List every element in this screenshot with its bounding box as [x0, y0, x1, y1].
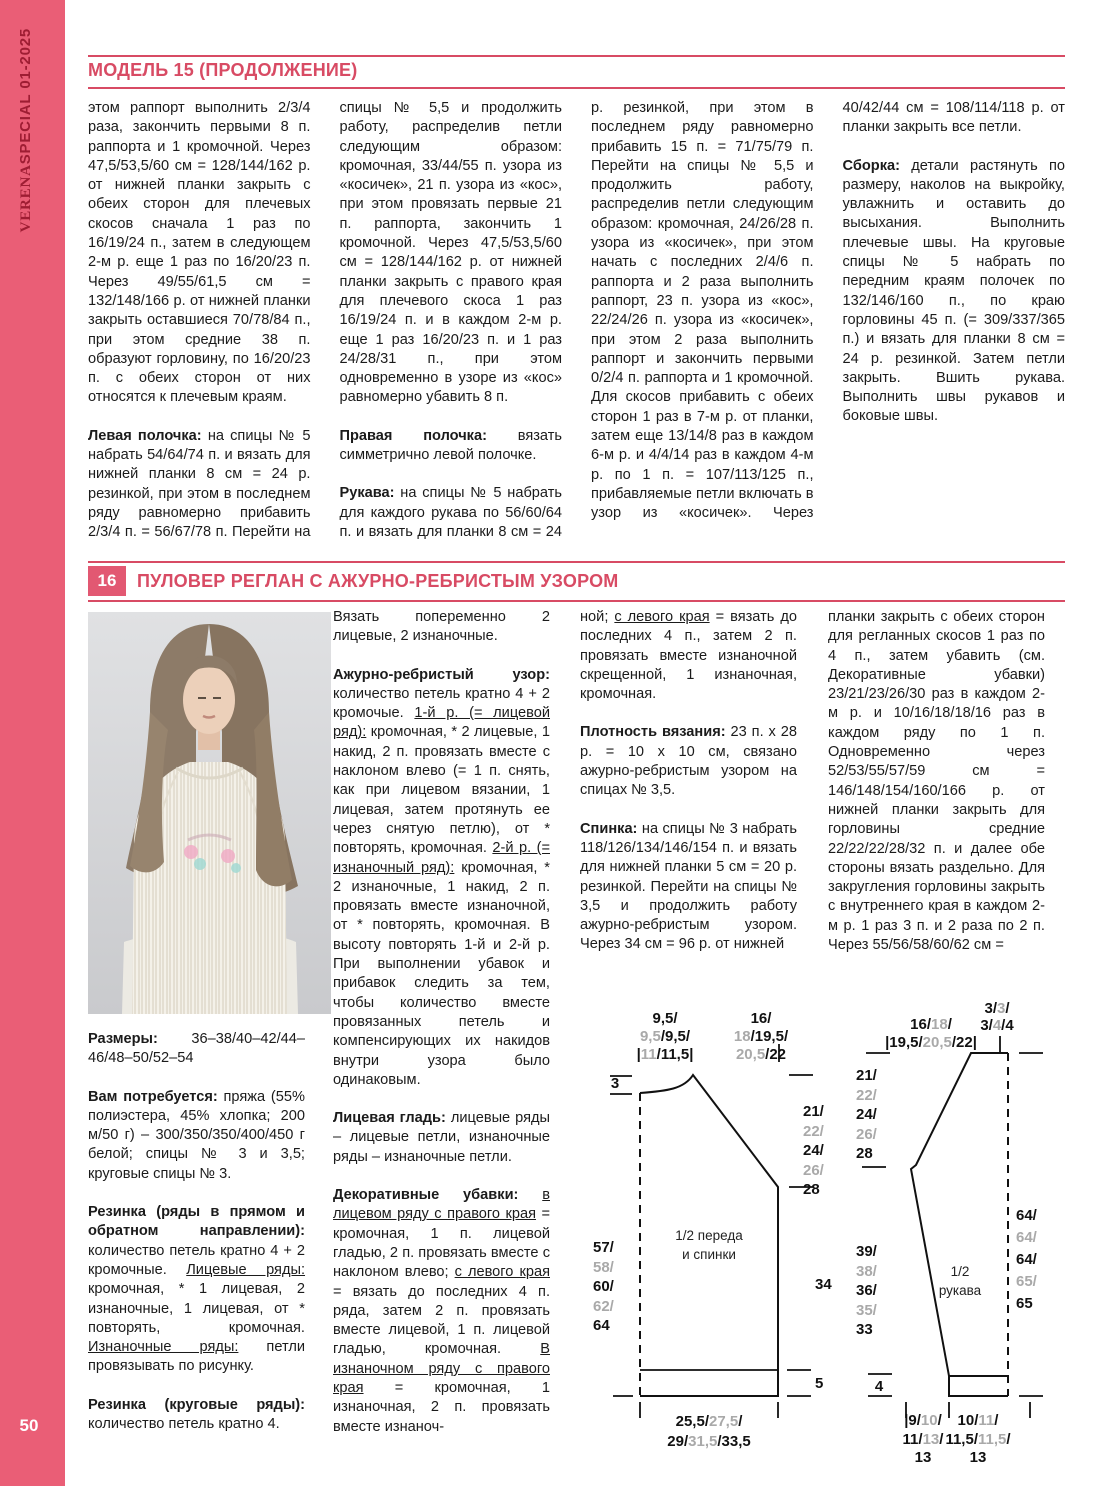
model-photo-illustration	[88, 612, 331, 1014]
sleeve-total-height-label: 64/ 64/ 64/ 65/ 65	[1016, 1207, 1037, 1312]
model16-col4: планки закрыть с обеих сторон для регланных скосов 1 раз по 4 п., затем убавить (см. Декоративные убавки) 23/21/23/26/30 раз в каждом 2-м р. и 10/16/18/18/16 раз в каждом ряду по 1 п. Одновременно через 52/53/55/57/59 см = 146/148/154/160/166 р. от нижней планки закрыть для горловины средние 22/22/22/28/32 п. и далее обе стороны вязать раздельно. Для закругления горловины закрыть с внутреннего края в каждом 2-м р. 1 раз 3 п. и 2 раза по 2 п. Через 55/56/58/60/62 см =	[828, 609, 1045, 954]
body-neck-rise-label: 3	[610, 1075, 620, 1092]
sleeve-raglan-height-label: 21/ 22/ 24/ 26/ 28	[856, 1067, 877, 1162]
body-side-height-label: 34	[815, 1276, 832, 1293]
brand-verena: VERENA	[18, 164, 34, 233]
sidebar-band	[0, 0, 65, 1486]
rule-under-model15-title	[88, 87, 1065, 89]
model16-number-badge: 16	[88, 566, 126, 596]
body-raglan-height-label: 21/ 22/ 24/ 26/ 28	[803, 1103, 824, 1198]
sleeve-cuff-width-label: 10/11/ 11,5/11,5/ 13	[945, 1412, 1011, 1466]
sleeve-top-width-label: 3/3/ 3/4/4	[980, 1000, 1014, 1034]
model16-col3: ной; с левого края = вязать до последних 4 п., затем 2 п. провязать вместе изнаночной скрещенной, 1 изнаночная, кромочная. Плотность вязания: 23 п. x 28 р. = 10 x 10 см, связано ажурно-ребристым узором на спицах № 3,5. Спинка: на спицы № 3 набрать 118/126/134/146/154 п. и вязать для нижней планки 5 см = 20 р. резинкой. Перейти на спицы № 3,5 и продолжить работу ажурно-ребристым узором. Через 34 см = 96 р. от нижней	[580, 609, 797, 953]
body-total-height-label: 57/ 58/ 60/ 62/ 64	[593, 1239, 614, 1334]
rule-top	[88, 55, 1065, 57]
model16-col2: Вязать попеременно 2 лицевые, 2 изнаночные. Ажурно-ребристый узор: количество петель кратно 4 + 2 кромочые. 1-й р. (= лицевой ряд): кромочная, * 2 лицевые, 1 накид, 2 п. провязать вместе с наклоном влево (= 1 п. снять, как при лицевом вязании, 1 лицевая, затем протянуть ее через снятую петлю), от * повторять, кромочная. 2-й р. (= изнаночный ряд): кромочная, * 2 изнаночные, 1 накид, 2 п. провязать вместе изнаночной, от * повторять, кромочная. В высоту повторять 1-й и 2-й р. При выполнении убавок и прибавок следить за тем, чтобы количество вместе провязанных петель и компенсирующих их накидов внутри узора было одинаковым. Лицевая гладь: лицевые ряды – лицевые петли, изнаночные ряды – изнаночные петли. Декоративные убавки: в лицевом ряду с правого края = кромочная, 1 п. лицевой гладью, 2 п. провязать вместе с наклоном влево; с левого края = вязать до последних 4 п. ряда, затем 2 п. провязать вместе лицевой, 1 п. лицевой гладью, кромочная. В изнаночном ряду с правого края = кромочная, 1 изнаночная, 2 п. провязать вместе изнаноч-	[333, 609, 550, 1435]
brand-special: SPECIAL	[17, 93, 34, 165]
sleeve-cuff-height-label: 4	[874, 1378, 884, 1395]
schematic-sleeve	[848, 1000, 1085, 1486]
rule-above-model16	[88, 561, 1065, 563]
body-band-height-label: 5	[815, 1375, 824, 1392]
issue-number: 01-2025	[17, 28, 34, 94]
body-raglan-width-label: 16/ 18/19,5/ 20,5/22	[733, 1010, 789, 1063]
rule-under-model16-title	[88, 600, 1065, 602]
model16-col1: Размеры: 36–38/40–42/44–46/48–50/52–54 Вам потребуется: пряжа (55% полиэстера, 45% хлопка; 200 м/50 г) – 300/350/350/400/450 г белой; спицы № 3 и 3,5; круговые спицы № 3. Резинка (ряды в прямом и обратном направлении): количество петель кратно 4 + 2 кромочные. Лицевые ряды: кромочная, * 1 лицевая, 2 изнаночные, 1 лицевая, от * повторять, кромочная. Изнаночные ряды: петли провязывать по рисунку. Резинка (круговые ряды): количество петель кратно 4.	[88, 1031, 306, 1433]
sleeve-part-name: 1/2 рукава	[938, 1264, 982, 1298]
model15-instructions: этом раппорт выполнить 2/3/4 раза, закончить первыми 8 п. раппорта и 1 кромочной. Через 47,5/53,5/60 см = 128/144/162 р. от нижней планки закрыть с обеих сторон для плечевых скосов сначала 1 раз по 16/19/24 п., затем в следующем 2-м р. еще 1 раз по 16/20/23 п. Через 49/55/61,5 см = 132/148/166 р. от нижней планки закрыть оставшиеся 70/78/84 п., при этом средние 38 п. образуют горловину, по 16/20/23 п. с обеих сторон от них относятся к плечевым краям. Левая полочка: на спицы № 5 набрать 54/64/74 п. и вязать для нижней планки 8 см = 24 р. резинкой, при этом в последнем ряду равномерно прибавить 2/3/4 п. = 56/67/78 п. Перейти на спицы № 5,5 и продолжить работу, распределив петли следующим образом: кромочная, 33/44/55 п. узора из «косичек», 21 п. узора из «кос», при этом провязать первые 21 п. раппорта, закончить 1 кромочной. Через 47,5/53,5/60 см = 128/144/162 р. от нижней планки закрыть с правого края для плечевого скоса 1 раз 16/19/24 п. и в каждом 2-м р. еще 1 раз 16/20/23 п. и 1 раз 24/28/31 п., при этом одновременно в узоре из «кос» равномерно убавить 8 п. Правая полочка: вязать симметрично левой полочке. Рукава: на спицы № 5 набрать для каждого рукава по 56/60/64 п. и вязать для планки 8 см = 24 р. резинкой, при этом в последнем ряду равномерно прибавить 15 п. = 71/75/79 п. Перейти на спицы № 5,5 и продолжить работу, распределив петли следующим образом: кромочная, 24/26/28 п. узора из «косичек», при этом начать с последних 2/4/6 п. раппорта и 2 раза выполнить раппорт, 23 п. узора из «кос», 22/24/26 п. узора из «косичек», при этом 2 раза выполнить раппорт и закончить первыми 0/2/4 п. раппорта и 1 кромочной. Для скосов прибавить с обеих сторон 1 раз в 7-м р. от планки, затем еще 13/14/8 раз в каждом 6-м р. и 4/4/14 раз в каждом 4-м р. по 1 п. = 107/113/125 п., прибавляемые петли включать в узор из «косичек». Через 40/42/44 см = 108/114/118 р. от планки закрыть все петли. Сборка: детали растянуть по размеру, наколов на выкройку, увлажнить и оставить до высыхания. Выполнить плечевые швы. На круговые спицы № 5 набрать по передним краям полочек по 132/146/160 п., по краю горловины 45 п. (= 309/337/365 п.) и вязать для планки 8 см = 24 р. резинкой. Затем петли закрыть. Вшить рукава. Выполнить швы рукавов и боковые швы.	[88, 100, 1065, 541]
model16-title: ПУЛОВЕР РЕГЛАН С АЖУРНО-РЕБРИСТЫМ УЗОРОМ	[137, 571, 619, 591]
model-photo	[88, 612, 331, 1014]
model15-title: МОДЕЛЬ 15 (ПРОДОЛЖЕНИЕ)	[88, 60, 358, 80]
sleeve-slant-width-label: |9/10/ 11/13/ 13	[902, 1412, 944, 1466]
body-part-name: 1/2 переда и спинки	[675, 1228, 743, 1262]
magazine-issue-vertical	[17, 28, 35, 232]
body-neck-width-label: 9,5/ 9,5/9,5/ |11/11,5|	[636, 1010, 694, 1063]
sleeve-outline-path	[911, 1053, 1008, 1396]
page-number: 50	[19, 1416, 39, 1435]
body-bottom-width-label: 25,5/27,5/ 29/31,5/33,5	[667, 1413, 751, 1450]
schematic-body-front-back	[575, 1000, 845, 1486]
sleeve-raglan-width-label: 16/18/ |19,5/20,5/22|	[885, 1016, 977, 1051]
sleeve-underarm-height-label: 39/ 38/ 36/ 35/ 33	[856, 1243, 877, 1338]
